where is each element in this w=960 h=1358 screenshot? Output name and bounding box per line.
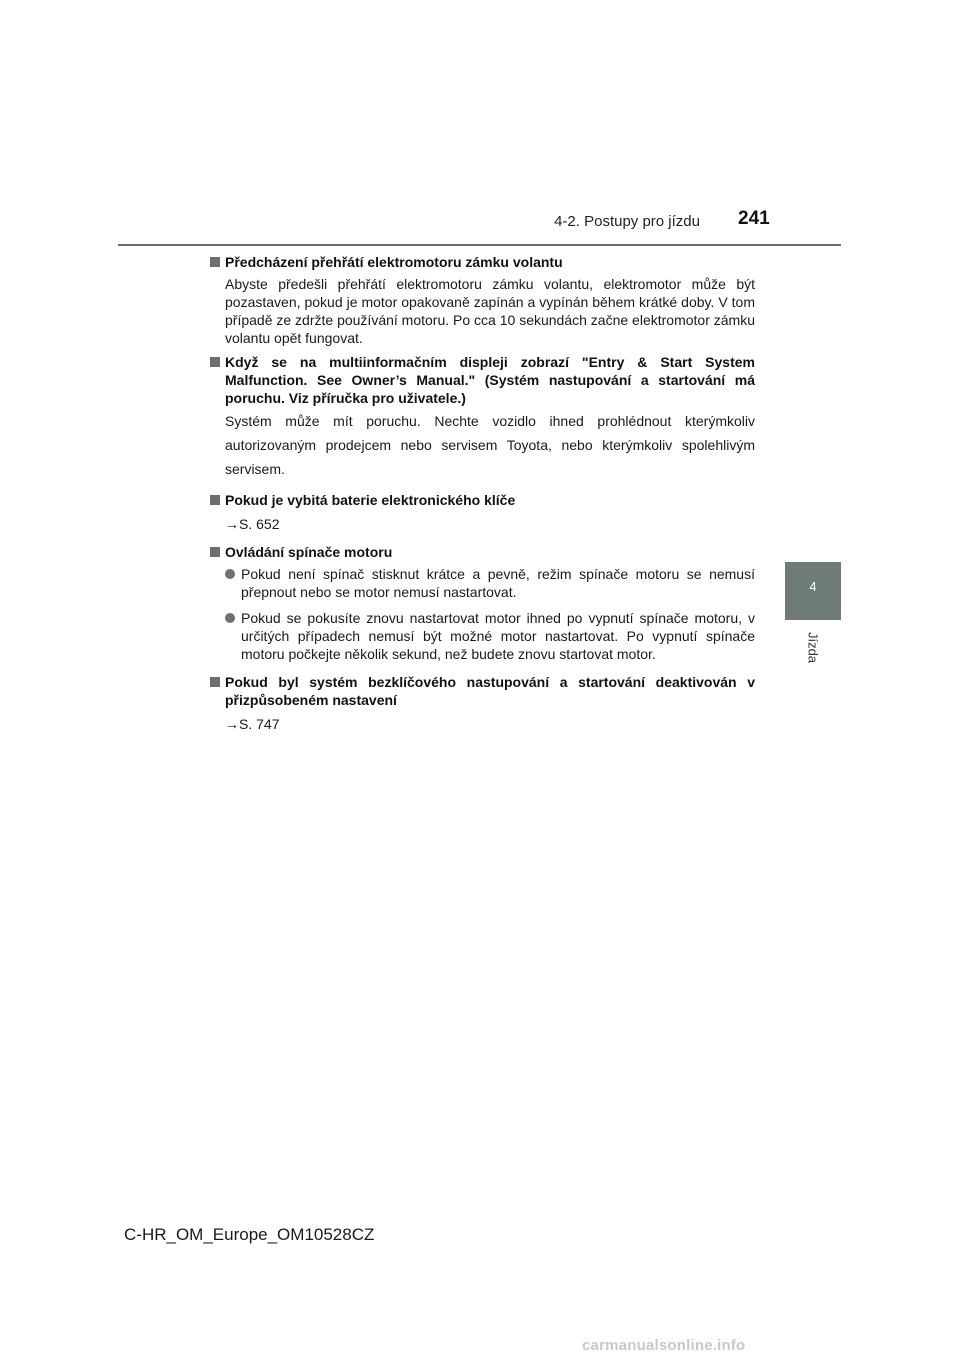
- chapter-number: 4: [809, 579, 817, 594]
- list-item-text: Pokud není spínač stisknut krátce a pevně, režim spínače motoru se nemusí přepnout nebo se motor nemusí nastartovat.: [241, 566, 755, 600]
- section-heading-text: Když se na multiinformačním displeji zobrazí "Entry & Start System Malfunction. See Owner’s Manual." (Systém nastupování a startování má poruchu. Viz příručka pro uživatele.): [225, 354, 755, 406]
- section-key-battery: [210, 491, 755, 533]
- square-bullet-icon: [210, 677, 220, 687]
- section-heading: [210, 673, 755, 709]
- square-bullet-icon: [210, 357, 220, 367]
- section-heading: [210, 353, 755, 407]
- page-number: 241: [738, 208, 770, 229]
- section-heading-text: Ovládání spínače motoru: [225, 544, 393, 560]
- watermark: carmanualsonline.info: [582, 1337, 746, 1354]
- list-item: [210, 609, 755, 663]
- section-heading-text: Pokud byl systém bezklíčového nastupování a startování deaktivován v přizpůsobeném nastavení: [225, 674, 755, 708]
- section-title: 4-2. Postupy pro jízdu: [554, 213, 700, 230]
- page-reference-link[interactable]: →S. 747: [225, 716, 280, 732]
- section-engine-switch: [210, 543, 755, 663]
- document-code: C-HR_OM_Europe_OM10528CZ: [124, 1225, 375, 1244]
- list-item: [210, 565, 755, 601]
- chapter-label-text: Jízda: [805, 631, 821, 664]
- section-text: Abyste předešli přehřátí elektromotoru zámku volantu, elektromotor může být pozastaven, pokud je motor opakovaně zapínán a vypínán během krátké doby. V tom případě ze zdržte používání motoru. Po cca 10 sekundách začne elektromotor zámku volantu opět fungovat.: [225, 276, 755, 346]
- section-text: Systém může mít poruchu. Nechte vozidlo ihned prohlédnout kterýmkoliv autorizovaným prodejcem nebo servisem Toyota, nebo kterýmkoliv spolehlivým servisem.: [225, 413, 755, 477]
- chapter-tab[interactable]: [785, 562, 841, 620]
- page-content: [210, 253, 755, 739]
- section-malfunction-message: [210, 353, 755, 481]
- header-divider: [118, 244, 841, 246]
- round-bullet-icon: [225, 613, 235, 623]
- square-bullet-icon: [210, 257, 220, 267]
- section-heading-text: Předcházení přehřátí elektromotoru zámku volantu: [225, 254, 563, 270]
- section-steering-lock: [210, 253, 755, 347]
- round-bullet-icon: [225, 569, 235, 579]
- list-item-text: Pokud se pokusíte znovu nastartovat motor ihned po vypnutí spínače motoru, v určitých případech nemusí být možné motor nastartovat. Po vypnutí spínače motoru počkejte několik sekund, než budete znovu startovat motor.: [241, 610, 755, 662]
- section-heading: [210, 543, 755, 561]
- square-bullet-icon: [210, 495, 220, 505]
- square-bullet-icon: [210, 547, 220, 557]
- section-keyless-deactivated: [210, 673, 755, 733]
- section-heading: [210, 491, 755, 509]
- page-reference-link[interactable]: →S. 652: [225, 516, 280, 532]
- section-heading-text: Pokud je vybitá baterie elektronického klíče: [225, 492, 516, 508]
- section-heading: [210, 253, 755, 271]
